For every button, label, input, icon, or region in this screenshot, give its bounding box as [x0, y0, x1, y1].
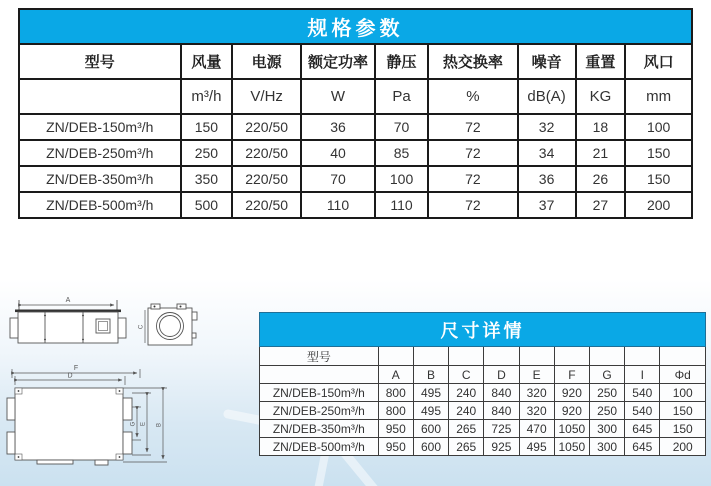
- dim-table-title: 尺寸详情: [260, 313, 706, 347]
- spec-col-header: 型号: [19, 44, 181, 79]
- dim-cell: 800: [378, 402, 413, 420]
- dimension-drawings: [0, 286, 258, 486]
- spec-cell: 70: [375, 114, 428, 140]
- dim-cell: 645: [625, 438, 660, 456]
- dim-cell: 950: [378, 420, 413, 438]
- spec-cell: 220/50: [232, 192, 301, 218]
- dimension-table: [259, 312, 706, 456]
- spec-cell: 34: [518, 140, 576, 166]
- empty-cell: [660, 347, 706, 366]
- spec-unit-cell: W: [301, 79, 375, 114]
- dim-label-d: D: [67, 372, 73, 380]
- dim-header-row: [260, 347, 706, 366]
- spec-col-header: 热交换率: [428, 44, 518, 79]
- dim-col-header: G: [589, 366, 624, 384]
- dim-label-a: A: [65, 297, 71, 304]
- spec-cell: 72: [428, 140, 518, 166]
- model-cell: ZN/DEB-150m³/h: [19, 114, 181, 140]
- table-row: [260, 420, 706, 438]
- model-cell: ZN/DEB-150m³/h: [260, 384, 379, 402]
- dim-cell: 920: [554, 402, 589, 420]
- dim-cell: 1050: [554, 420, 589, 438]
- model-cell: ZN/DEB-350m³/h: [19, 166, 181, 192]
- spec-unit-cell: mm: [625, 79, 692, 114]
- spec-cell: 72: [428, 166, 518, 192]
- spec-cell: 40: [301, 140, 375, 166]
- dim-cell: 540: [625, 402, 660, 420]
- spec-cell: 110: [301, 192, 375, 218]
- dim-label-g: G: [130, 421, 137, 427]
- spec-cell: 220/50: [232, 114, 301, 140]
- dim-col-header: E: [519, 366, 554, 384]
- dim-cell: 300: [589, 420, 624, 438]
- dim-col-header: A: [378, 366, 413, 384]
- empty-cell: [554, 347, 589, 366]
- spec-unit-cell: V/Hz: [232, 79, 301, 114]
- dim-cell: 100: [660, 384, 706, 402]
- empty-cell: [519, 347, 554, 366]
- spec-cell: 26: [576, 166, 626, 192]
- dim-cell: 250: [589, 384, 624, 402]
- dim-cell: 320: [519, 384, 554, 402]
- model-cell: ZN/DEB-500m³/h: [260, 438, 379, 456]
- dim-cell: 725: [484, 420, 519, 438]
- spec-units-row: [19, 79, 692, 114]
- dim-letter-row: [260, 366, 706, 384]
- spec-unit-cell: Pa: [375, 79, 428, 114]
- dim-cell: 495: [413, 402, 448, 420]
- spec-header-row: [19, 44, 692, 79]
- spec-cell: 100: [375, 166, 428, 192]
- dim-cell: 925: [484, 438, 519, 456]
- table-row: [19, 114, 692, 140]
- side-view-drawing: [10, 300, 126, 343]
- dim-col-header: I: [625, 366, 660, 384]
- dim-cell: 950: [378, 438, 413, 456]
- spec-cell: 36: [301, 114, 375, 140]
- spec-unit-cell: [19, 79, 181, 114]
- spec-col-header: 重置: [576, 44, 626, 79]
- dim-cell: 600: [413, 420, 448, 438]
- spec-cell: 21: [576, 140, 626, 166]
- spec-cell: 220/50: [232, 140, 301, 166]
- spec-table-title: 规格参数: [19, 9, 692, 44]
- spec-table-title-row: [19, 9, 692, 44]
- dim-cell: 840: [484, 402, 519, 420]
- table-row: [260, 402, 706, 420]
- dim-cell: 920: [554, 384, 589, 402]
- spec-cell: 85: [375, 140, 428, 166]
- empty-cell: [413, 347, 448, 366]
- dim-cell: 495: [413, 384, 448, 402]
- table-row: [19, 140, 692, 166]
- spec-cell: 200: [625, 192, 692, 218]
- dim-label-e: E: [140, 421, 147, 427]
- dim-label-c: C: [138, 324, 145, 330]
- dim-cell: 265: [449, 438, 484, 456]
- empty-cell: [484, 347, 519, 366]
- table-row: [260, 438, 706, 456]
- dim-cell: 300: [589, 438, 624, 456]
- empty-cell: [378, 347, 413, 366]
- dim-col-header: D: [484, 366, 519, 384]
- spec-unit-cell: KG: [576, 79, 626, 114]
- dim-cell: 540: [625, 384, 660, 402]
- dim-cell: 840: [484, 384, 519, 402]
- spec-cell: 18: [576, 114, 626, 140]
- spec-cell: 32: [518, 114, 576, 140]
- spec-col-header: 噪音: [518, 44, 576, 79]
- dim-col-header: B: [413, 366, 448, 384]
- dim-cell: 600: [413, 438, 448, 456]
- dim-table-title-row: [260, 313, 706, 347]
- table-row: [260, 384, 706, 402]
- dim-cell: 645: [625, 420, 660, 438]
- model-cell: ZN/DEB-500m³/h: [19, 192, 181, 218]
- model-cell: ZN/DEB-250m³/h: [19, 140, 181, 166]
- spec-col-header: 额定功率: [301, 44, 375, 79]
- spec-cell: 36: [518, 166, 576, 192]
- dim-label-b: B: [156, 422, 163, 428]
- end-view-drawing: [145, 304, 197, 345]
- spec-col-header: 电源: [232, 44, 301, 79]
- table-row: [19, 192, 692, 218]
- spec-cell: 70: [301, 166, 375, 192]
- spec-cell: 150: [625, 140, 692, 166]
- dim-col-header: C: [449, 366, 484, 384]
- top-view-drawing: [7, 369, 167, 465]
- dim-col-header: F: [554, 366, 589, 384]
- dim-cell: 240: [449, 402, 484, 420]
- spec-cell: 100: [625, 114, 692, 140]
- table-row: [19, 166, 692, 192]
- spec-cell: 350: [181, 166, 233, 192]
- empty-cell: [589, 347, 624, 366]
- dim-cell: 200: [660, 438, 706, 456]
- spec-cell: 37: [518, 192, 576, 218]
- spec-cell: 72: [428, 114, 518, 140]
- model-cell: ZN/DEB-350m³/h: [260, 420, 379, 438]
- dim-model-header: 型号: [260, 347, 379, 366]
- dim-cell: 250: [589, 402, 624, 420]
- empty-cell: [625, 347, 660, 366]
- spec-unit-cell: m³/h: [181, 79, 233, 114]
- spec-cell: 500: [181, 192, 233, 218]
- dim-cell: 150: [660, 402, 706, 420]
- spec-table: [18, 8, 693, 219]
- dim-cell: 150: [660, 420, 706, 438]
- dim-cell: 320: [519, 402, 554, 420]
- spec-cell: 150: [181, 114, 233, 140]
- dim-label-f: F: [73, 365, 79, 372]
- empty-cell: [449, 347, 484, 366]
- spec-cell: 110: [375, 192, 428, 218]
- spec-col-header: 风口: [625, 44, 692, 79]
- dim-cell: 495: [519, 438, 554, 456]
- model-cell: ZN/DEB-250m³/h: [260, 402, 379, 420]
- spec-cell: 220/50: [232, 166, 301, 192]
- spec-cell: 150: [625, 166, 692, 192]
- dim-cell: 470: [519, 420, 554, 438]
- spec-unit-cell: dB(A): [518, 79, 576, 114]
- dim-cell: 240: [449, 384, 484, 402]
- spec-cell: 27: [576, 192, 626, 218]
- spec-unit-cell: %: [428, 79, 518, 114]
- dim-col-header: Φd: [660, 366, 706, 384]
- dim-cell: 800: [378, 384, 413, 402]
- spec-col-header: 风量: [181, 44, 233, 79]
- spec-cell: 250: [181, 140, 233, 166]
- dim-cell: 1050: [554, 438, 589, 456]
- empty-cell: [260, 366, 379, 384]
- spec-cell: 72: [428, 192, 518, 218]
- dim-cell: 265: [449, 420, 484, 438]
- spec-col-header: 静压: [375, 44, 428, 79]
